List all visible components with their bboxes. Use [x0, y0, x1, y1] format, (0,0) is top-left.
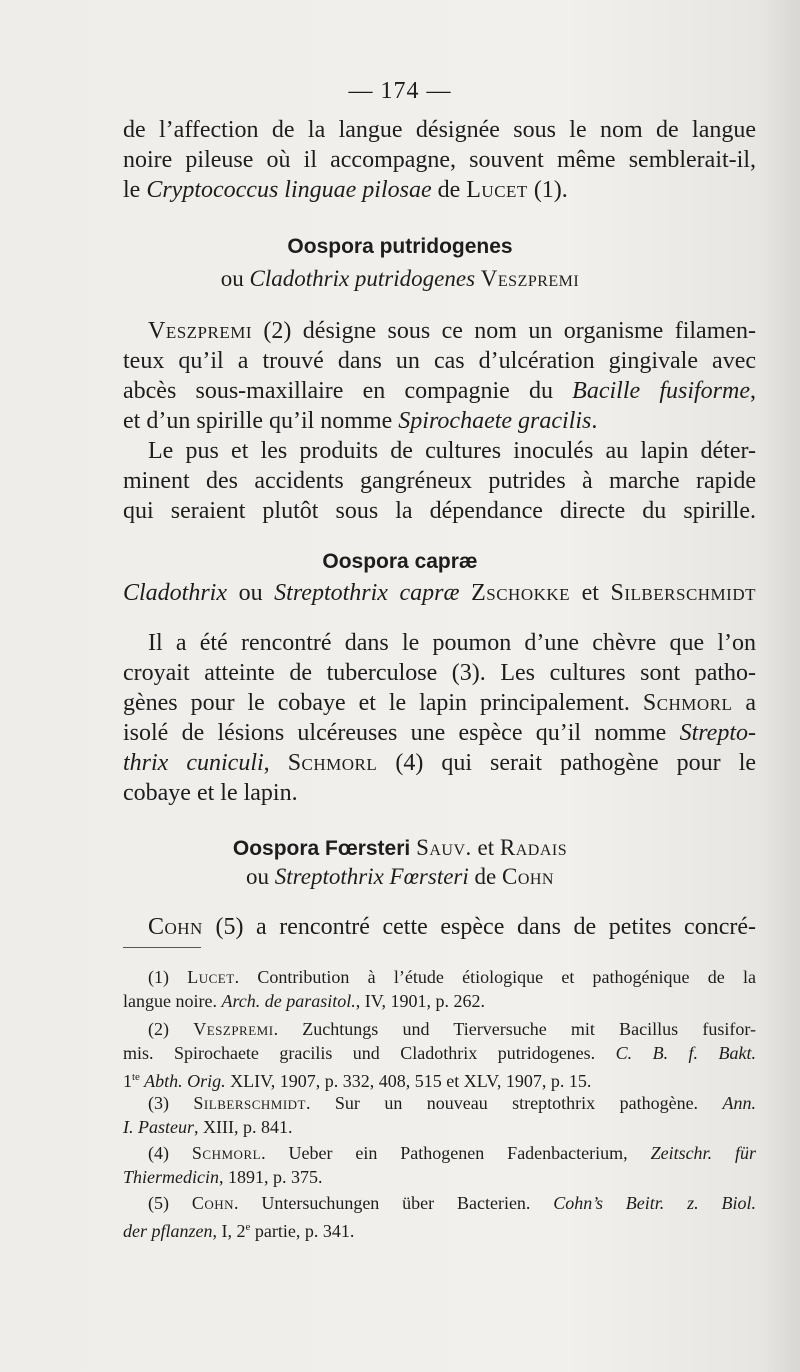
body-line: Cohn (5) a rencontré cette espèce dans de petites concré-: [148, 914, 756, 940]
body-line: gènes pour le cobaye et le lapin principalement. Schmorl a: [123, 690, 757, 716]
footnote: (1) Lucet. Contribution à l’étude étiologique et pathogénique de la: [148, 967, 756, 987]
body-line: cobaye et le lapin.: [123, 780, 298, 806]
body-line: Veszpremi (2) désigne sous ce nom un organisme filamen-: [148, 318, 756, 344]
footnote-rule: [123, 947, 201, 948]
footnote: (5) Cohn. Untersuchungen über Bacterien. Cohn’s Beitr. z. Biol.: [148, 1193, 756, 1213]
body-line: teux qu’il a trouvé dans un cas d’ulcération gingivale avec: [123, 348, 756, 374]
section-subheading: Cladothrix ou Streptothrix capræ Zschokke et Silberschmidt: [123, 580, 756, 606]
body-line: Le pus et les produits de cultures inoculés au lapin déter-: [148, 438, 756, 464]
section-subheading: ou Streptothrix Fœrsteri de Cohn: [246, 864, 554, 889]
body-line: noire pileuse où il accompagne, souvent même semblerait-il,: [123, 147, 756, 173]
body-line: thrix cuniculi, Schmorl (4) qui serait pathogène pour le: [123, 750, 757, 776]
footnote: Thiermedicin, 1891, p. 375.: [123, 1167, 323, 1187]
body-line: qui seraient plutôt sous la dépendance directe du spirille.: [123, 498, 756, 524]
footnote: (3) Silberschmidt. Sur un nouveau streptothrix pathogène. Ann.: [148, 1093, 756, 1113]
body-line: abcès sous-maxillaire en compagnie du Bacille fusiforme,: [123, 378, 757, 404]
footnote: mis. Spirochaete gracilis und Cladothrix putridogenes. C. B. f. Bakt.: [123, 1043, 756, 1063]
body-line: Il a été rencontré dans le poumon d’une chèvre que l’on: [148, 630, 756, 656]
footnote: I. Pasteur, XIII, p. 841.: [123, 1117, 293, 1137]
section-heading: Oospora capræ: [322, 550, 478, 573]
footnote: $1^{te}$ Abth. Orig. XLIV, 1907, p. 332, 408, 515 et XLV, 1907, p. 15.: [123, 1071, 592, 1091]
footnote: (4) Schmorl. Ueber ein Pathogenen Fadenbacterium, Zeitschr. für: [148, 1143, 756, 1163]
section-heading: Oospora Fœrsteri Sauv. et Radais: [232, 835, 568, 860]
body-line: de l’affection de la langue désignée sous le nom de langue: [123, 117, 756, 143]
section-heading: Oospora putridogenes: [287, 235, 513, 258]
page-number: — 174 —: [348, 78, 452, 104]
footnote: langue noire. Arch. de parasitol., IV, 1901, p. 262.: [123, 991, 485, 1011]
footnote: der pflanzen, I, 2e partie, p. 341.: [123, 1221, 355, 1241]
body-line: minent des accidents gangréneux putrides à marche rapide: [123, 468, 756, 494]
body-line: isolé de lésions ulcéreuses une espèce qu’il nomme Strepto-: [123, 720, 756, 746]
body-line: croyait atteinte de tuberculose (3). Les cultures sont patho-: [123, 660, 756, 686]
footnote: (2) Veszpremi. Zuchtungs und Tierversuche mit Bacillus fusifor-: [148, 1019, 756, 1039]
body-line: le Cryptococcus linguae pilosae de Lucet (1).: [123, 177, 568, 203]
body-line: et d’un spirille qu’il nomme Spirochaete gracilis.: [123, 408, 598, 434]
page-edge-shadow: [760, 0, 800, 1372]
section-subheading: ou Cladothrix putridogenes Veszpremi: [220, 266, 580, 291]
